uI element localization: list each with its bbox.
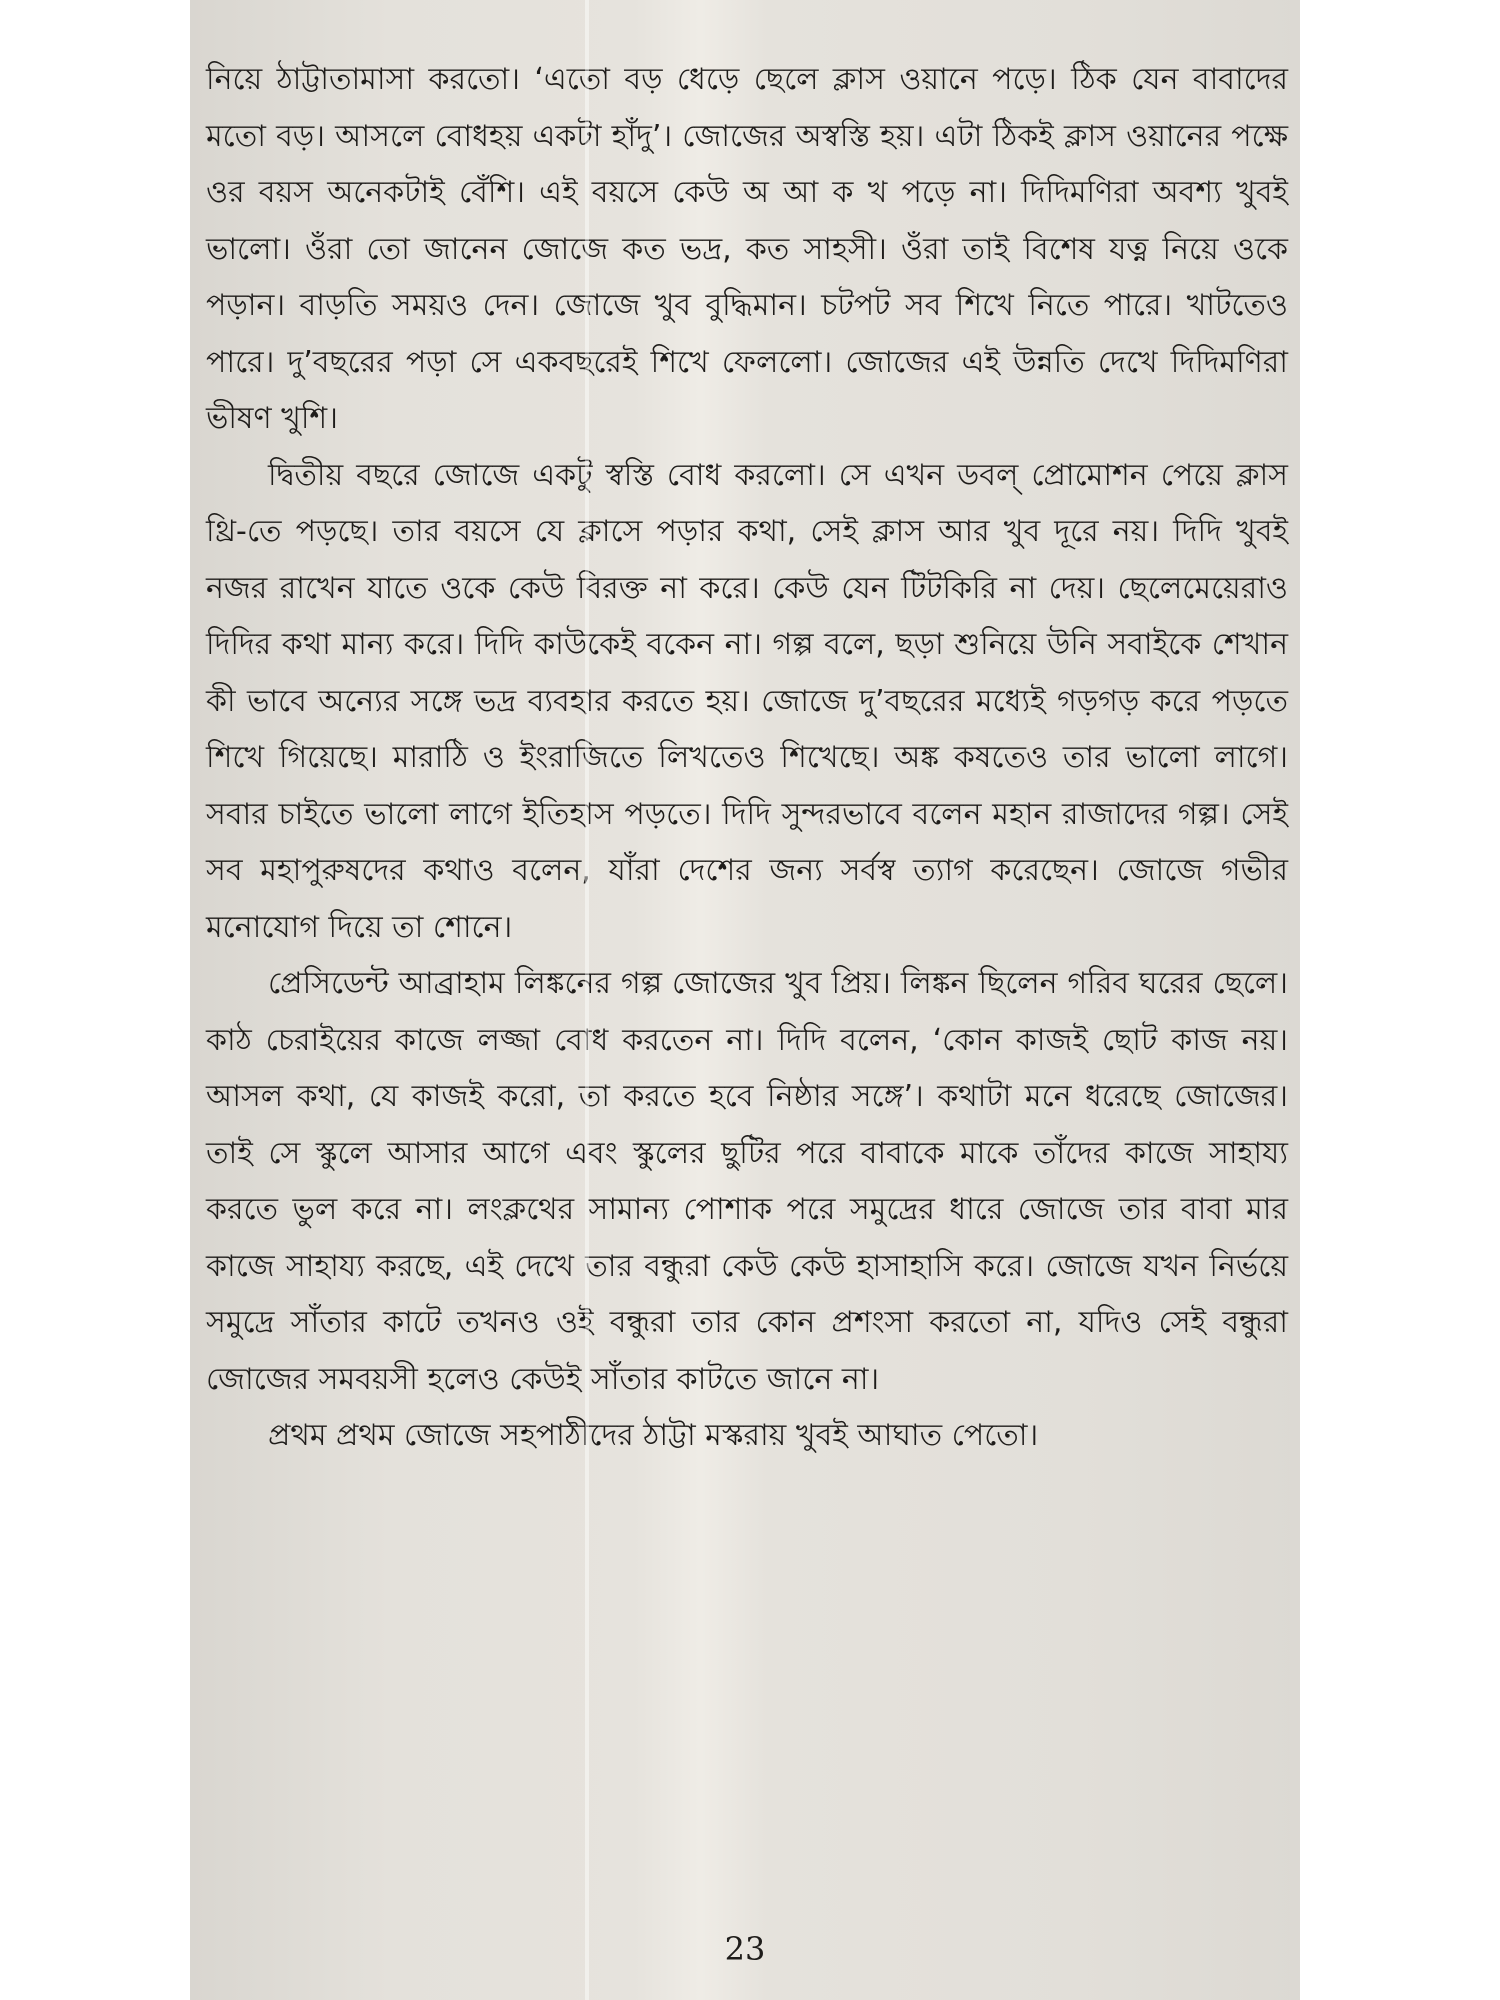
paragraph-1: নিয়ে ঠাট্টাতামাসা করতো। ‘এতো বড় ধেড়ে ছেলে ক্লাস ওয়ানে পড়ে। ঠিক যেন বাবাদের মতো বড়। আসলে বোধহয় একটা হাঁদু’। জোজের অস্বস্তি হয়। এটা ঠিকই ক্লাস ওয়ানের পক্ষে ওর বয়স অনেকটাই বেঁশি। এই বয়সে কেউ অ আ ক খ পড়ে না। দিদিমণিরা অবশ্য খুবই ভালো। ওঁরা তো জানেন জোজে কত ভদ্র, কত সাহসী। ওঁরা তাই বিশেষ যত্ন নিয়ে ওকে পড়ান। বাড়তি সময়ও দেন। জোজে খুব বুদ্ধিমান। চটপট সব শিখে নিতে পারে। খাটতেও পারে। দু’বছরের পড়া সে একবছরেই শিখে ফেললো। জোজের এই উন্নতি দেখে দিদিমণিরা ভীষণ খুশি। — [206, 62, 1288, 436]
page-number: 23 — [724, 1930, 766, 1968]
body-text — [206, 52, 1288, 1465]
paragraph-3: প্রেসিডেন্ট আব্রাহাম লিঙ্কনের গল্প জোজের খুব প্রিয়। লিঙ্কন ছিলেন গরিব ঘরের ছেলে। কাঠ চেরাইয়ের কাজে লজ্জা বোধ করতেন না। দিদি বলেন, ‘কোন কাজই ছোট কাজ নয়। আসল কথা, যে কাজই করো, তা করতে হবে নিষ্ঠার সঙ্গে’। কথাটা মনে ধরেছে জোজের। তাই সে স্কুলে আসার আগে এবং স্কুলের ছুটির পরে বাবাকে মাকে তাঁদের কাজে সাহায্য করতে ভুল করে না। লংক্লথের সামান্য পোশাক পরে সমুদ্রের ধারে জোজে তার বাবা মার কাজে সাহায্য করছে, এই দেখে তার বন্ধুরা কেউ কেউ হাসাহাসি করে। জোজে যখন নির্ভয়ে সমুদ্রে সাঁতার কাটে তখনও ওই বন্ধুরা তার কোন প্রশংসা করতো না, যদিও সেই বন্ধুরা জোজের সমবয়সী হলেও কেউই সাঁতার কাটতে জানে না। — [206, 966, 1288, 1397]
paragraph-2: দ্বিতীয় বছরে জোজে একটু স্বস্তি বোধ করলো। সে এখন ডবল্ প্রোমোশন পেয়ে ক্লাস থ্রি-তে পড়ছে। তার বয়সে যে ক্লাসে পড়ার কথা, সেই ক্লাস আর খুব দূরে নয়। দিদি খুবই নজর রাখেন যাতে ওকে কেউ বিরক্ত না করে। কেউ যেন টিটকিরি না দেয়। ছেলেমেয়েরাও দিদির কথা মান্য করে। দিদি কাউকেই বকেন না। গল্প বলে, ছড়া শুনিয়ে উনি সবাইকে শেখান কী ভাবে অন্যের সঙ্গে ভদ্র ব্যবহার করতে হয়। জোজে দু’বছরের মধ্যেই গড়গড় করে পড়তে শিখে গিয়েছে। মারাঠি ও ইংরাজিতে লিখতেও শিখেছে। অঙ্ক কষতেও তার ভালো লাগে। সবার চাইতে ভালো লাগে ইতিহাস পড়তে। দিদি সুন্দরভাবে বলেন মহান রাজাদের গল্প। সেই সব মহাপুরুষদের কথাও বলেন, যাঁরা দেশের জন্য সর্বস্ব ত্যাগ করেছেন। জোজে গভীর মনোযোগ দিয়ে তা শোনে। — [206, 457, 1288, 945]
book-page — [190, 0, 1300, 2000]
paragraph-4: প্রথম প্রথম জোজে সহপাঠীদের ঠাট্টা মস্করায় খুবই আঘাত পেতো। — [268, 1418, 1039, 1453]
